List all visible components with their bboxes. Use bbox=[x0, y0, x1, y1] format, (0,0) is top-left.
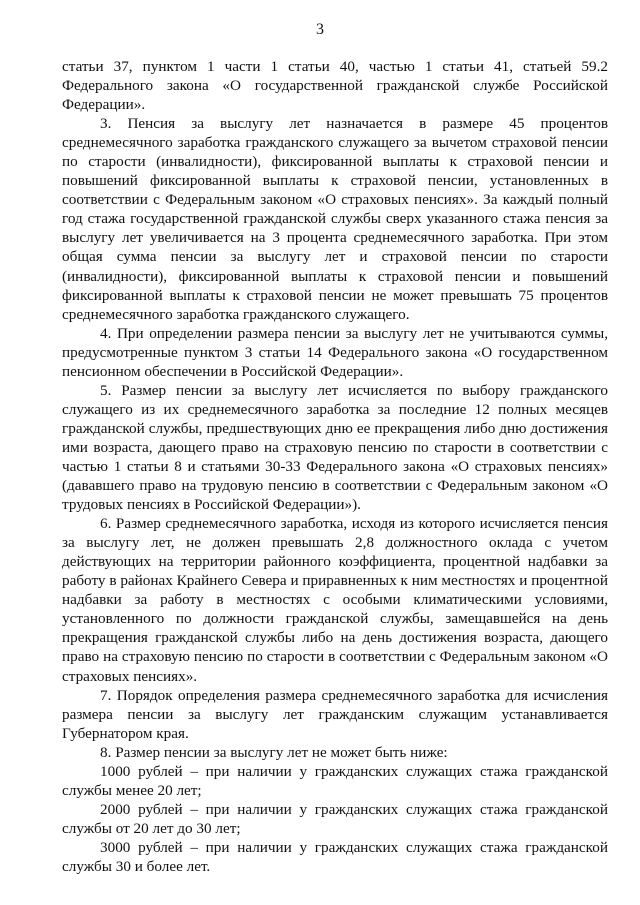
page-number: 3 bbox=[316, 21, 324, 38]
minimum-pension-30-plus-years: 3000 рублей – при наличии у гражданских служащих стажа гражданской службы 30 и более лет. bbox=[62, 838, 608, 875]
paragraph-item-4: 4. При определении размера пенсии за выслугу лет не учитываются суммы, предусмотренные пунктом 3 статьи 14 Федерального закона «О государственном пенсионном обеспечении в Российской Федерации». bbox=[62, 324, 608, 380]
minimum-pension-under-20-years: 1000 рублей – при наличии у гражданских служащих стажа гражданской службы менее 20 лет; bbox=[62, 762, 608, 799]
paragraph-item-6: 6. Размер среднемесячного заработка, исходя из которого исчисляется пенсия за выслугу лет, не должен превышать 2,8 должностного оклада с учетом действующих на территории районного коэффициента, процентной надбавки за работу в районах Крайнего Севера и приравненных к ним местностях и процентной надбавки за работу в местностях с особыми климатическими условиями, установленного по должности гражданской службы, замещавшейся на день прекращения гражданской службы либо на день достижения возраста, дающего право на страховую пенсию по старости в соответствии с Федеральным законом «О страховых пенсиях». bbox=[62, 515, 608, 685]
paragraph-item-5: 5. Размер пенсии за выслугу лет исчисляется по выбору гражданского служащего из их среднемесячного заработка за последние 12 полных месяцев гражданской службы, предшествующих дню ее прекращения либо дню достижения ими возраста, дающего право на страховую пенсию по старости в соответствии с частью 1 статьи 8 и статьями 30-33 Федерального закона «О страховых пенсиях» (дававшего право на трудовую пенсию в соответствии с Федеральным законом «О трудовых пенсиях в Российской Федерации»). bbox=[62, 381, 608, 514]
paragraph-item-7: 7. Порядок определения размера среднемесячного заработка для исчисления размера пенсии за выслугу лет гражданским служащим устанавливается Губернатором края. bbox=[62, 686, 608, 742]
minimum-pension-20-to-30-years: 2000 рублей – при наличии у гражданских служащих стажа гражданской службы от 20 лет до 30 лет; bbox=[62, 800, 608, 837]
paragraph-continuation: статьи 37, пунктом 1 части 1 статьи 40, частью 1 статьи 41, статьей 59.2 Федерального закона «О государственной гражданской службе Российской Федерации». bbox=[62, 58, 608, 114]
paragraph-item-8: 8. Размер пенсии за выслугу лет не может быть ниже: bbox=[100, 743, 448, 761]
document-body bbox=[62, 57, 608, 876]
paragraph-item-3: 3. Пенсия за выслугу лет назначается в размере 45 процентов среднемесячного заработка гражданского служащего за вычетом страховой пенсии по старости (инвалидности), фиксированной выплаты к страховой пенсии и повышений фиксированной выплаты к страховой пенсии, установленных в соответствии с Федеральным законом «О страховых пенсиях». За каждый полный год стажа государственной гражданской службы сверх указанного стажа пенсия за выслугу лет увеличивается на 3 процента среднемесячного заработка. При этом общая сумма пенсии за выслугу лет и страховой пенсии по старости (инвалидности), фиксированной выплаты к страховой пенсии и повышений фиксированной выплаты к страховой пенсии не может превышать 75 процентов среднемесячного заработка гражданского служащего. bbox=[62, 115, 608, 323]
